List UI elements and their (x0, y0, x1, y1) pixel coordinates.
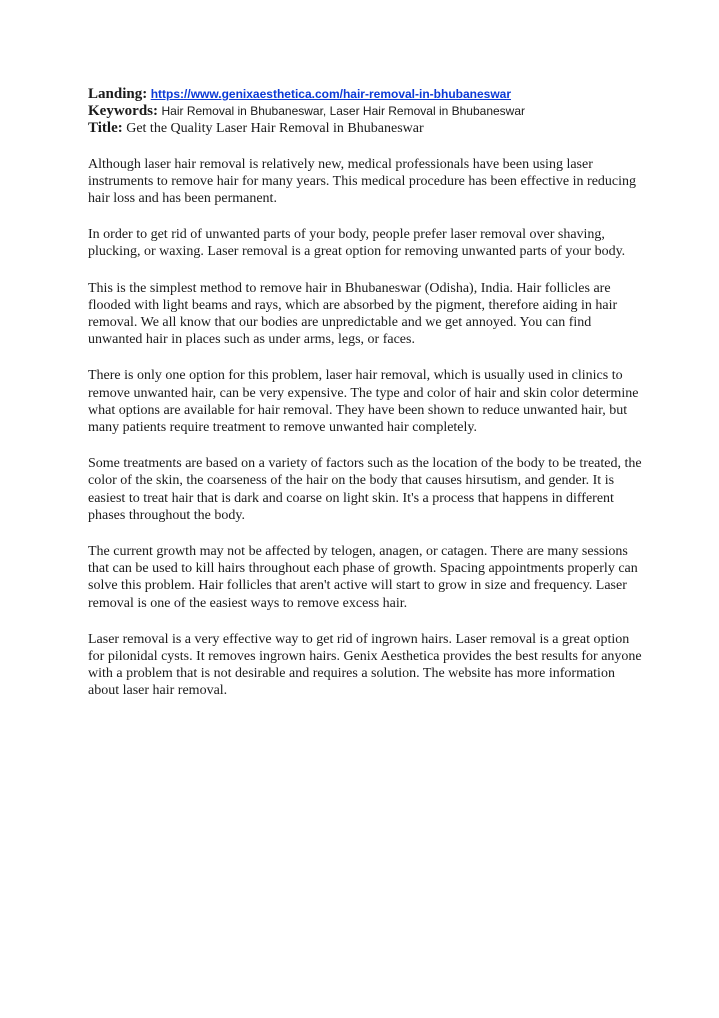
title-value: Get the Quality Laser Hair Removal in Bhubaneswar (126, 121, 424, 137)
keywords-label: Keywords: (88, 103, 158, 120)
body-paragraph: In order to get rid of unwanted parts of your body, people prefer laser removal over shaving, plucking, or waxing. Laser removal is a great option for removing unwanted parts of your body. (88, 227, 626, 260)
document-content (88, 86, 648, 700)
keywords-line (88, 103, 648, 120)
body-paragraph: There is only one option for this problem, laser hair removal, which is usually used in clinics to remove unwanted hair, can be very expensive. The type and color of hair and skin color determine what options are available for hair removal. They have been shown to reduce unwanted hair, but many patients require treatment to remove unwanted hair completely. (88, 368, 639, 436)
landing-line (88, 86, 648, 103)
landing-url-link[interactable]: https://www.genixaesthetica.com/hair-removal-in-bhubaneswar (150, 87, 512, 101)
body-paragraph: This is the simplest method to remove hair in Bhubaneswar (Odisha), India. Hair follicles are flooded with light beams and rays, which are absorbed by the pigment, therefore aiding in hair removal. We all know that our bodies are unpredictable and we get annoyed. You can find unwanted hair in places such as under arms, legs, or faces. (88, 280, 618, 348)
body-paragraph: Although laser hair removal is relatively new, medical professionals have been using laser instruments to remove hair for many years. This medical procedure has been effective in reducing hair loss and has been permanent. (88, 156, 637, 207)
body-paragraph: The current growth may not be affected by telogen, anagen, or catagen. There are many sessions that can be used to kill hairs throughout each phase of growth. Spacing appointments properly can solve this problem. Hair follicles that aren't active will start to grow in size and frequency. Laser removal is one of the easiest ways to remove excess hair. (88, 544, 638, 611)
title-line (88, 120, 648, 137)
body-paragraph: Some treatments are based on a variety of factors such as the location of the body to be treated, the color of the skin, the coarseness of the hair on the body that causes hirsutism, and gender. It is easiest to treat hair that is dark and coarse on light skin. It's a process that happens in different phases throughout the body. (88, 456, 642, 523)
title-label: Title: (88, 120, 123, 137)
landing-label: Landing: (88, 86, 148, 102)
keywords-value: Hair Removal in Bhubaneswar, Laser Hair Removal in Bhubaneswar (161, 104, 526, 119)
body-paragraph: Laser removal is a very effective way to get rid of ingrown hairs. Laser removal is a great option for pilonidal cysts. It removes ingrown hairs. Genix Aesthetica provides the best results for anyone with a problem that is not desirable and requires a solution. The website has more information about laser hair removal. (88, 631, 642, 699)
